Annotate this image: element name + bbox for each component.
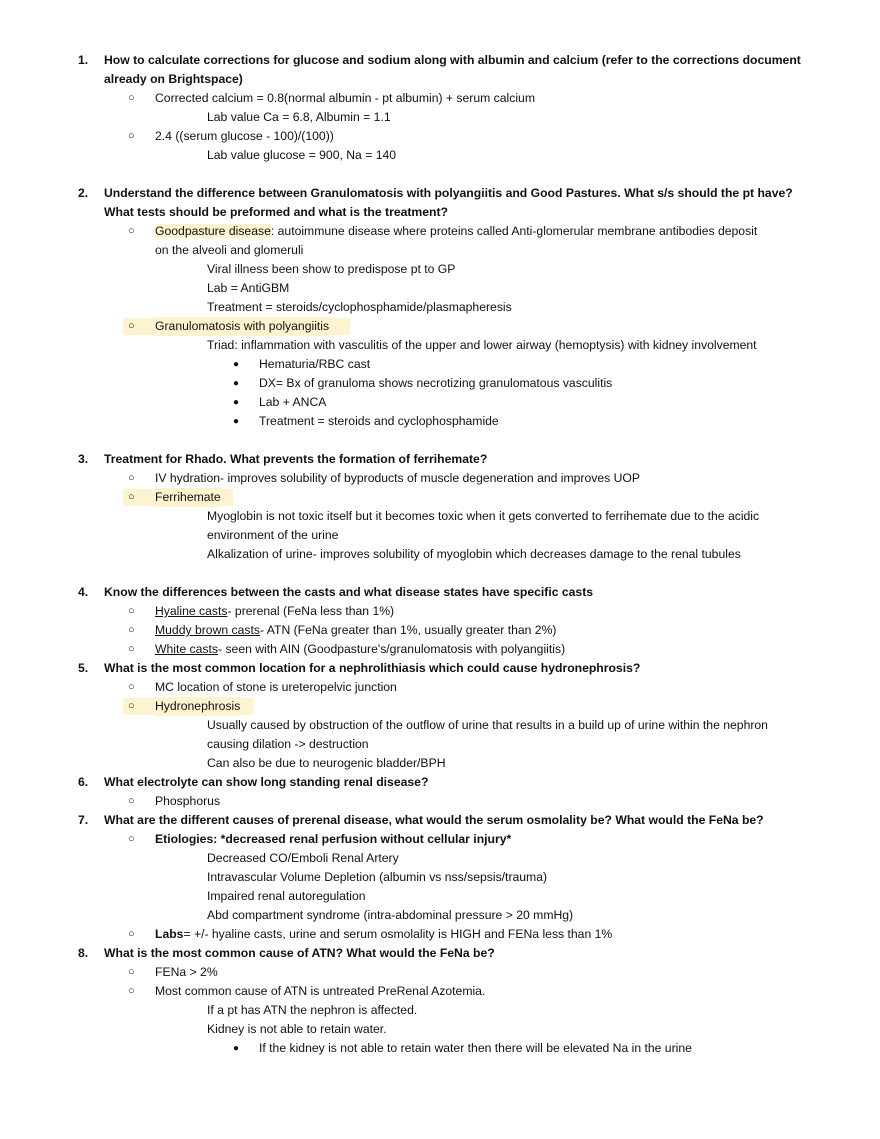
question-1-cont	[0, 70, 880, 89]
outline-bullet-icon: ○	[128, 320, 135, 332]
list-item	[0, 488, 880, 507]
sub-item	[0, 260, 880, 279]
item-text: - seen with AIN (Goodpasture's/granulomatosis with polyangiitis)	[218, 642, 566, 656]
item-text: FENa > 2%	[155, 965, 218, 979]
item-text: Corrected calcium = 0.8(normal albumin - pt albumin) + serum calcium	[155, 91, 535, 105]
question-text: Treatment for Rhado. What prevents the formation of ferrihemate?	[104, 452, 488, 466]
question-2	[0, 184, 880, 203]
sub-item	[0, 868, 880, 887]
outline-bullet-icon: ○	[128, 966, 135, 978]
outline-bullet-icon: ○	[128, 225, 135, 237]
bullet-item	[0, 355, 880, 374]
bullet-item	[0, 393, 880, 412]
sub-item	[0, 526, 880, 545]
question-6	[0, 773, 880, 792]
bullet-text: Hematuria/RBC cast	[259, 357, 371, 371]
item-text: MC location of stone is ureteropelvic junction	[155, 680, 397, 694]
outline-bullet-icon: ○	[128, 92, 135, 104]
sub-text: Usually caused by obstruction of the outflow of urine that results in a build up of urine within the nephron	[207, 718, 768, 732]
question-text: How to calculate corrections for glucose and sodium along with albumin and calcium (refer to the corrections document	[104, 53, 801, 67]
bullet-text: Lab + ANCA	[259, 395, 327, 409]
question-text: What tests should be preformed and what is the treatment?	[104, 205, 448, 219]
item-text: IV hydration- improves solubility of byproducts of muscle degeneration and improves UOP	[155, 471, 641, 485]
sub-text: Lab = AntiGBM	[207, 281, 290, 295]
outline-bullet-icon: ○	[128, 643, 135, 655]
sub-text: Kidney is not able to retain water.	[207, 1022, 387, 1036]
sub-text: Can also be due to neurogenic bladder/BPH	[207, 756, 446, 770]
sub-item	[0, 507, 880, 526]
sub-item	[0, 279, 880, 298]
list-item	[0, 925, 880, 944]
list-item	[0, 963, 880, 982]
list-item	[0, 222, 880, 241]
outline-bullet-icon: ○	[128, 605, 135, 617]
filled-bullet-icon: ●	[233, 397, 240, 408]
highlighted-term: Ferrihemate	[155, 488, 221, 507]
outline-bullet-icon: ○	[128, 624, 135, 636]
outline-bullet-icon: ○	[128, 700, 135, 712]
question-number: 2.	[78, 186, 89, 200]
sub-item	[0, 849, 880, 868]
item-text: - ATN (FeNa greater than 1%, usually greater than 2%)	[260, 623, 557, 637]
sub-item	[0, 887, 880, 906]
sub-text: Viral illness been show to predispose pt to GP	[207, 262, 456, 276]
underlined-term: White casts	[155, 642, 218, 656]
question-1	[0, 51, 880, 70]
item-text: 2.4 ((serum glucose - 100)/(100))	[155, 129, 334, 143]
list-item	[0, 982, 880, 1001]
question-5	[0, 659, 880, 678]
outline-bullet-icon: ○	[128, 130, 135, 142]
filled-bullet-icon: ●	[233, 1043, 240, 1054]
sub-text: Treatment = steroids/cyclophosphamide/plasmapheresis	[207, 300, 512, 314]
sub-item	[0, 716, 880, 735]
sub-text: Lab value Ca = 6.8, Albumin = 1.1	[207, 110, 391, 124]
list-item	[0, 602, 880, 621]
filled-bullet-icon: ●	[233, 416, 240, 427]
sub-text: Abd compartment syndrome (intra-abdominal pressure > 20 mmHg)	[207, 908, 574, 922]
underlined-term: Hyaline casts	[155, 604, 228, 618]
outline-bullet-icon: ○	[128, 795, 135, 807]
sub-item	[0, 545, 880, 564]
outline-bullet-icon: ○	[128, 985, 135, 997]
bullet-item	[0, 374, 880, 393]
sub-item	[0, 1020, 880, 1039]
question-text: What is the most common cause of ATN? What would the FeNa be?	[104, 946, 495, 960]
highlighted-term: Hydronephrosis	[155, 697, 240, 716]
sub-text: Lab value glucose = 900, Na = 140	[207, 148, 397, 162]
item-text: Most common cause of ATN is untreated PreRenal Azotemia.	[155, 984, 486, 998]
list-item	[0, 830, 880, 849]
question-text: already on Brightspace)	[104, 72, 243, 86]
question-text: Know the differences between the casts and what disease states have specific casts	[104, 585, 594, 599]
outline-bullet-icon: ○	[128, 472, 135, 484]
sub-text: Impaired renal autoregulation	[207, 889, 366, 903]
list-item	[0, 127, 880, 146]
sub-item	[0, 108, 880, 127]
item-text: = +/- hyaline casts, urine and serum osmolality is HIGH and FENa less than 1%	[183, 927, 613, 941]
sub-text: Alkalization of urine- improves solubility of myoglobin which decreases damage to the renal tubules	[207, 547, 741, 561]
highlighted-term: Goodpasture disease	[155, 224, 271, 238]
question-text: Understand the difference between Granulomatosis with polyangiitis and Good Pastures. What s/s should the pt have?	[104, 186, 793, 200]
sub-text: Myoglobin is not toxic itself but it becomes toxic when it gets converted to ferrihemate due to the acidic	[207, 509, 760, 523]
bullet-item	[0, 412, 880, 431]
filled-bullet-icon: ●	[233, 359, 240, 370]
question-2-cont	[0, 203, 880, 222]
highlighted-term: Granulomatosis with polyangiitis	[155, 317, 329, 336]
question-number: 1.	[78, 53, 89, 67]
list-item-cont	[0, 241, 880, 260]
underlined-term: Muddy brown casts	[155, 623, 260, 637]
sub-text: environment of the urine	[207, 528, 339, 542]
sub-item	[0, 298, 880, 317]
question-8	[0, 944, 880, 963]
item-text: Phosphorus	[155, 794, 221, 808]
item-text: - prerenal (FeNa less than 1%)	[227, 604, 395, 618]
question-number: 6.	[78, 775, 89, 789]
question-number: 7.	[78, 813, 89, 827]
sub-text: Triad: inflammation with vasculitis of the upper and lower airway (hemoptysis) with kidney involvement	[207, 338, 757, 352]
question-7	[0, 811, 880, 830]
sub-item	[0, 754, 880, 773]
sub-item	[0, 336, 880, 355]
item-text: on the alveoli and glomeruli	[155, 243, 304, 257]
question-3	[0, 450, 880, 469]
question-number: 3.	[78, 452, 89, 466]
question-number: 5.	[78, 661, 89, 675]
bullet-text: Treatment = steroids and cyclophosphamide	[259, 414, 499, 428]
question-text: What is the most common location for a nephrolithiasis which could cause hydronephrosis?	[104, 661, 641, 675]
list-item	[0, 678, 880, 697]
list-item	[0, 317, 880, 336]
item-text: Etiologies: *decreased renal perfusion without cellular injury*	[155, 832, 512, 846]
question-text: What are the different causes of prerenal disease, what would the serum osmolality be? What would the FeNa be?	[104, 813, 764, 827]
sub-item	[0, 735, 880, 754]
sub-text: Intravascular Volume Depletion (albumin vs nss/sepsis/trauma)	[207, 870, 548, 884]
list-item	[0, 640, 880, 659]
bullet-item	[0, 1039, 880, 1058]
bold-term: Labs	[155, 927, 184, 941]
list-item	[0, 792, 880, 811]
sub-item	[0, 146, 880, 165]
item-text: : autoimmune disease where proteins called Anti-glomerular membrane antibodies deposit	[270, 224, 758, 238]
list-item	[0, 621, 880, 640]
question-4	[0, 583, 880, 602]
bullet-text: If the kidney is not able to retain water then there will be elevated Na in the urine	[259, 1041, 692, 1055]
outline-bullet-icon: ○	[128, 491, 135, 503]
sub-item	[0, 906, 880, 925]
list-item	[0, 697, 880, 716]
sub-text: Decreased CO/Emboli Renal Artery	[207, 851, 399, 865]
list-item	[0, 89, 880, 108]
sub-item	[0, 1001, 880, 1020]
outline-bullet-icon: ○	[128, 681, 135, 693]
question-number: 8.	[78, 946, 89, 960]
outline-bullet-icon: ○	[128, 928, 135, 940]
sub-text: If a pt has ATN the nephron is affected.	[207, 1003, 418, 1017]
question-number: 4.	[78, 585, 89, 599]
outline-bullet-icon: ○	[128, 833, 135, 845]
question-text: What electrolyte can show long standing renal disease?	[104, 775, 429, 789]
bullet-text: DX= Bx of granuloma shows necrotizing granulomatous vasculitis	[259, 376, 613, 390]
sub-text: causing dilation -> destruction	[207, 737, 369, 751]
filled-bullet-icon: ●	[233, 378, 240, 389]
list-item	[0, 469, 880, 488]
